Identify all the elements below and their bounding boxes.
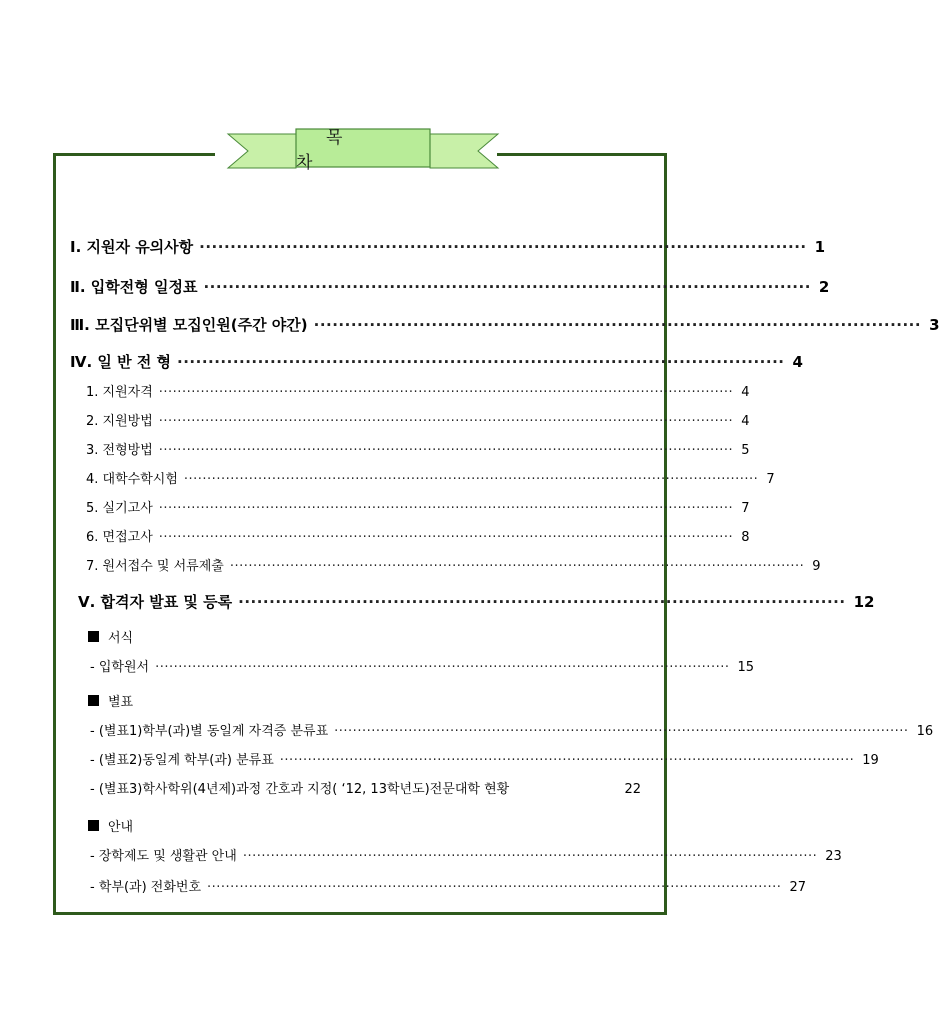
square-bullet-icon bbox=[88, 631, 99, 642]
toc-entry[interactable] bbox=[70, 236, 826, 257]
section-heading-guide bbox=[88, 816, 133, 835]
toc-entry-label: - 입학원서 bbox=[90, 660, 150, 675]
toc-subentry[interactable] bbox=[86, 526, 750, 545]
toc-entry-label: 4. 대학수학시험 bbox=[86, 472, 178, 487]
toc-entry[interactable] bbox=[70, 276, 830, 297]
toc-entry-label: - (별표3)학사학위(4년제)과정 간호과 지정( ‘12, 13학년도)전문대학 현황 bbox=[90, 782, 510, 797]
toc-subentry[interactable] bbox=[86, 555, 821, 574]
toc-entry-page: 22 bbox=[624, 782, 641, 797]
toc-entry-label: - 장학제도 및 생활관 안내 bbox=[90, 849, 237, 864]
toc-entry-label: - 학부(과) 전화번호 bbox=[90, 880, 202, 895]
section-heading-label: 별표 bbox=[108, 695, 134, 710]
leader-dots: ···························································································································· bbox=[158, 530, 734, 545]
toc-entry-label: Ⅴ. 합격자 발표 및 등록 bbox=[78, 593, 233, 611]
toc-entry-page: 7 bbox=[741, 501, 750, 516]
leader-dots: ···························································································································· bbox=[158, 385, 734, 400]
leader-dots: ···························································································································· bbox=[279, 753, 855, 768]
section-heading-forms bbox=[88, 627, 133, 646]
toc-subentry[interactable] bbox=[86, 439, 750, 458]
toc-entry-label: - (별표2)동일계 학부(과) 분류표 bbox=[90, 753, 274, 768]
leader-dots: ·································································································· bbox=[313, 316, 922, 334]
square-bullet-icon bbox=[88, 820, 99, 831]
leader-dots: ···························································································································· bbox=[334, 724, 909, 739]
toc-entry-label: 6. 면접고사 bbox=[86, 530, 153, 545]
square-bullet-icon bbox=[88, 695, 99, 706]
toc-entry-label: Ⅲ. 모집단위별 모집인원(주간 야간) bbox=[70, 316, 308, 334]
toc-entry-page: 16 bbox=[916, 724, 934, 739]
toc-entry-page: 8 bbox=[741, 530, 750, 545]
section-heading-label: 안내 bbox=[108, 820, 134, 835]
leader-dots: ···························································································································· bbox=[158, 443, 734, 458]
toc-entry-page: 5 bbox=[741, 443, 750, 458]
toc-subentry[interactable] bbox=[86, 497, 750, 516]
toc-entry-page: 7 bbox=[766, 472, 775, 487]
toc-entry-label: 2. 지원방법 bbox=[86, 414, 153, 429]
toc-entry-page: 27 bbox=[789, 880, 806, 895]
toc-entry-page: 15 bbox=[737, 660, 755, 675]
toc-subentry[interactable] bbox=[86, 410, 750, 429]
toc-entry-label: 1. 지원자격 bbox=[86, 385, 153, 400]
leader-dots: ···························································································································· bbox=[155, 660, 730, 675]
toc-subentry[interactable] bbox=[90, 876, 806, 895]
toc-subentry[interactable] bbox=[90, 845, 842, 864]
toc-entry-label: Ⅰ. 지원자 유의사항 bbox=[70, 238, 194, 256]
toc-subentry[interactable] bbox=[90, 778, 641, 797]
toc-entry-page: 9 bbox=[812, 559, 821, 574]
toc-entry-label: Ⅱ. 입학전형 일정표 bbox=[70, 278, 198, 296]
leader-dots: ···························································································································· bbox=[183, 472, 759, 487]
toc-entry-page: 3 bbox=[929, 316, 940, 334]
leader-dots: ·································································································· bbox=[177, 353, 785, 371]
toc-entry-page: 19 bbox=[862, 753, 879, 768]
toc-entry[interactable] bbox=[70, 314, 940, 335]
toc-entry-page: 1 bbox=[814, 238, 826, 256]
toc-subentry[interactable] bbox=[90, 656, 755, 675]
toc-entry-page: 4 bbox=[792, 353, 803, 371]
toc-subentry[interactable] bbox=[90, 749, 879, 768]
toc-subentry[interactable] bbox=[90, 720, 934, 739]
leader-dots: ·································································································· bbox=[203, 278, 811, 296]
leader-dots: ···························································································································· bbox=[229, 559, 805, 574]
toc-entry-label: 5. 실기고사 bbox=[86, 501, 153, 516]
toc-entry-label: 7. 원서접수 및 서류제출 bbox=[86, 559, 224, 574]
leader-dots: ·································································································· bbox=[199, 238, 807, 256]
toc-entry-page: 23 bbox=[825, 849, 842, 864]
toc-title: 목 차 bbox=[296, 128, 373, 173]
toc-entry-page: 4 bbox=[741, 385, 750, 400]
toc-entry-page: 2 bbox=[818, 278, 830, 296]
leader-dots: ···························································································································· bbox=[158, 414, 734, 429]
toc-entry[interactable] bbox=[78, 591, 875, 612]
toc-entry-page: 12 bbox=[853, 593, 875, 611]
toc-entry-label: - (별표1)학부(과)별 동일계 자격증 분류표 bbox=[90, 724, 329, 739]
toc-entry-page: 4 bbox=[741, 414, 750, 429]
toc-subentry[interactable] bbox=[86, 381, 750, 400]
toc-entry-label: 3. 전형방법 bbox=[86, 443, 153, 458]
toc-entry-label: Ⅳ. 일 반 전 형 bbox=[70, 353, 172, 371]
toc-subentry[interactable] bbox=[86, 468, 775, 487]
leader-dots: ···························································································································· bbox=[207, 880, 782, 895]
toc-entry[interactable] bbox=[70, 351, 803, 372]
section-heading-label: 서식 bbox=[108, 631, 134, 646]
section-heading-appendix bbox=[88, 691, 133, 710]
leader-dots: ·································································································· bbox=[238, 593, 846, 611]
leader-dots: ···························································································································· bbox=[242, 849, 818, 864]
leader-dots: ···························································································································· bbox=[158, 501, 734, 516]
